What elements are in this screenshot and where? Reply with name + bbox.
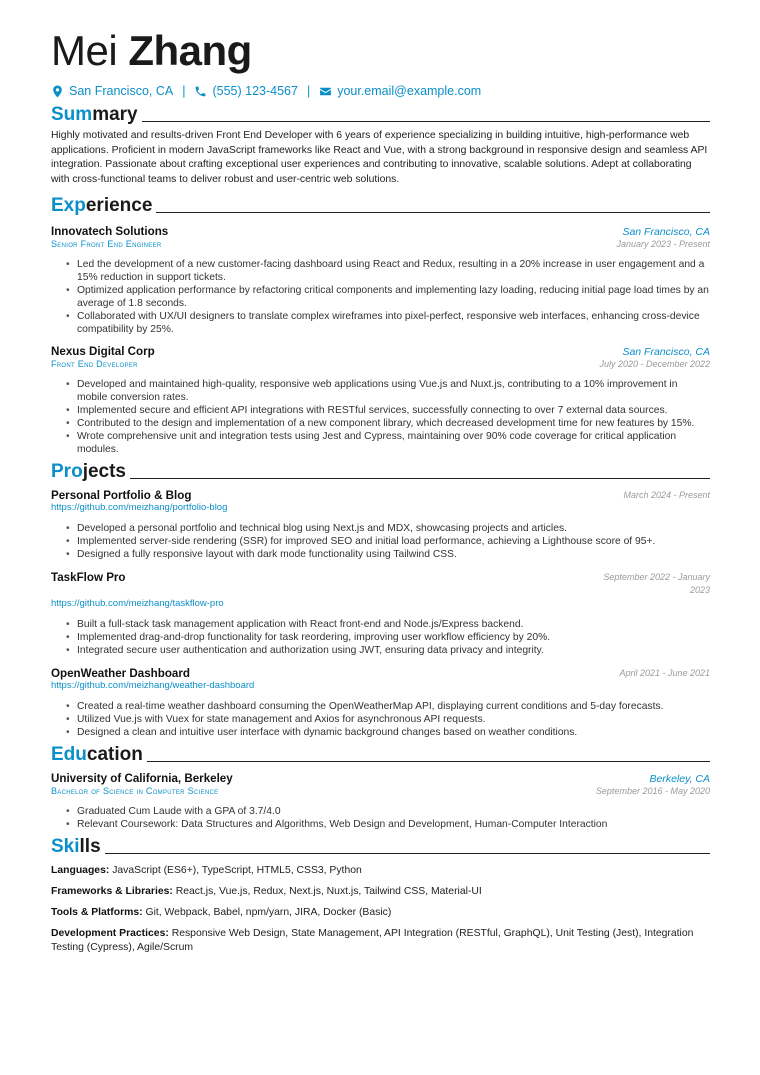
skill-label: Frameworks & Libraries:	[51, 886, 173, 897]
list-item: • Implemented drag-and-drop functionality for task reordering, improving user workflow efficiency by 20%.	[77, 631, 710, 644]
list-item: • Relevant Coursework: Data Structures and Algorithms, Web Design and Development, Human-Computer Interaction	[77, 818, 710, 831]
list-item: • Integrated secure user authentication and authorization using JWT, ensuring data privacy and integrity.	[77, 644, 710, 657]
summary-text: Highly motivated and results-driven Front End Developer with 6 years of experience specializing in building intuitive, high-performance web applications. Proficient in modern JavaScript frameworks like React and Vue, with a strong background in responsive design and seamless API integration. Passionate about crafting exceptional user experiences and contributing to innovative, scalable solutions. Adept at collaborating with cross-functional teams to deliver robust and user-centric web solutions.	[51, 130, 708, 185]
experience-entry	[51, 345, 710, 456]
skills-heading: Skills	[51, 836, 101, 857]
project-name: TaskFlow Pro	[51, 571, 126, 584]
skill-label: Languages:	[51, 865, 110, 876]
contact-email[interactable]	[319, 84, 481, 98]
skill-row	[51, 927, 710, 955]
list-item: • Wrote comprehensive unit and integration tests using Jest and Cypress, maintaining over 90% code coverage for critical application modules.	[77, 430, 710, 456]
list-item: • Developed and maintained high-quality, responsive web applications using Vue.js and Nuxt.js, contributing to a 10% improvement in mobile conversion rates.	[77, 378, 710, 404]
list-item: • Designed a fully responsive layout with dark mode functionality using Tailwind CSS.	[77, 548, 710, 561]
bullet-list	[51, 618, 710, 657]
phone-text: (555) 123-4567	[212, 84, 298, 98]
section-rule	[142, 121, 710, 122]
section-heading	[51, 195, 710, 217]
job-dates: July 2020 - December 2022	[599, 359, 710, 369]
skills-section	[51, 836, 710, 955]
bullet-list	[51, 258, 710, 336]
school-location: Berkeley, CA	[649, 773, 710, 785]
contact-location	[51, 84, 173, 98]
project-link[interactable]: https://github.com/meizhang/portfolio-blog	[51, 502, 228, 513]
education-entry	[51, 772, 710, 831]
list-item: • Built a full-stack task management application with React front-end and Node.js/Express backend.	[77, 618, 710, 631]
first-name: Mei	[51, 27, 118, 74]
project-name: OpenWeather Dashboard	[51, 667, 190, 680]
project-link[interactable]: https://github.com/meizhang/weather-dashboard	[51, 680, 255, 691]
section-rule	[147, 761, 710, 762]
skill-row	[51, 864, 710, 878]
list-item: • Created a real-time weather dashboard consuming the OpenWeatherMap API, displaying current conditions and 5-day forecasts.	[77, 700, 710, 713]
project-name: Personal Portfolio & Blog	[51, 489, 192, 502]
school-name: University of California, Berkeley	[51, 772, 233, 785]
project-dates: March 2024 - Present	[623, 490, 710, 500]
skill-value: JavaScript (ES6+), TypeScript, HTML5, CSS3, Python	[112, 865, 362, 876]
company-location: San Francisco, CA	[622, 346, 710, 358]
map-pin-icon	[51, 85, 64, 98]
skill-value: Git, Webpack, Babel, npm/yarn, JIRA, Docker (Basic)	[145, 907, 392, 918]
location-text: San Francisco, CA	[69, 84, 174, 98]
section-heading	[51, 836, 710, 858]
contact-phone[interactable]	[194, 84, 297, 98]
last-name: Zhang	[128, 27, 252, 74]
list-item: • Developed a personal portfolio and technical blog using Next.js and MDX, showcasing projects and articles.	[77, 522, 710, 535]
projects-heading: Projects	[51, 461, 126, 482]
experience-heading: Experience	[51, 195, 153, 216]
education-dates: September 2016 - May 2020	[595, 786, 710, 796]
contact-bar	[51, 84, 710, 98]
project-entry	[51, 571, 710, 657]
skill-label: Development Practices:	[51, 928, 169, 939]
skill-value: React.js, Vue.js, Redux, Next.js, Nuxt.js, Tailwind CSS, Material-UI	[175, 886, 482, 897]
experience-entry	[51, 225, 710, 336]
company-location: San Francisco, CA	[622, 226, 710, 238]
bullet-list	[51, 378, 710, 456]
skill-value: Responsive Web Design, State Management, API Integration (RESTful, GraphQL), Unit Testing (Jest), Integration Testing (Cypress), Agile/Scrum	[51, 928, 694, 953]
skill-label: Tools & Platforms:	[51, 907, 143, 918]
experience-section	[51, 195, 710, 456]
company-name: Innovatech Solutions	[51, 225, 169, 238]
section-heading	[51, 104, 710, 126]
section-rule	[130, 478, 710, 479]
phone-icon	[194, 85, 207, 98]
list-item: • Utilized Vue.js with Vuex for state management and Axios for asynchronous API requests.	[77, 713, 710, 726]
bullet-list	[51, 805, 710, 831]
contact-separator: |	[182, 84, 186, 98]
list-item: • Optimized application performance by refactoring critical components and implementing lazy loading, reducing initial page load times by an average of 1.8 seconds.	[77, 284, 710, 310]
list-item: • Led the development of a new customer-facing dashboard using React and Redux, resulting in a 20% increase in user engagement and a 15% reduction in support tickets.	[77, 258, 710, 284]
education-section	[51, 744, 710, 831]
list-item: • Designed a clean and intuitive user interface with dynamic background changes based on weather conditions.	[77, 726, 710, 739]
list-item: • Implemented server-side rendering (SSR) for improved SEO and initial load performance, achieving a Lighthouse score of 95+.	[77, 535, 710, 548]
contact-separator: |	[306, 84, 311, 98]
job-dates: January 2023 - Present	[616, 239, 710, 249]
project-link[interactable]: https://github.com/meizhang/taskflow-pro	[51, 598, 224, 609]
list-item: • Implemented secure and efficient API integrations with RESTful services, successfully connecting to over 7 external data sources.	[77, 404, 710, 417]
project-dates: April 2021 - June 2021	[619, 668, 710, 678]
summary-heading: Summary	[51, 104, 138, 125]
candidate-name	[51, 28, 710, 74]
section-heading	[51, 744, 710, 766]
section-rule	[105, 853, 710, 854]
projects-section	[51, 461, 710, 739]
skill-row	[51, 906, 710, 920]
job-title: Front End Developer	[51, 359, 138, 369]
list-item: • Collaborated with UX/UI designers to translate complex wireframes into pixel-perfect, responsive web interfaces, enhancing cross-device compatibility by 25%.	[77, 310, 710, 336]
email-text: your.email@example.com	[337, 84, 482, 98]
education-heading: Education	[51, 744, 143, 765]
project-entry	[51, 667, 710, 739]
project-entry	[51, 489, 710, 561]
section-rule	[156, 212, 710, 213]
skill-row	[51, 885, 710, 899]
project-dates: September 2022 - January 2023	[603, 572, 710, 595]
list-item: • Graduated Cum Laude with a GPA of 3.7/4.0	[77, 805, 710, 818]
company-name: Nexus Digital Corp	[51, 345, 155, 358]
list-item: • Contributed to the design and implementation of a new component library, which decreased development time for new features by 15%.	[77, 417, 710, 430]
bullet-list	[51, 522, 710, 561]
envelope-icon	[319, 85, 332, 98]
section-heading	[51, 461, 710, 483]
bullet-list	[51, 700, 710, 739]
job-title: Senior Front End Engineer	[51, 239, 162, 249]
degree: Bachelor of Science in Computer Science	[51, 786, 219, 796]
summary-section	[51, 104, 710, 187]
